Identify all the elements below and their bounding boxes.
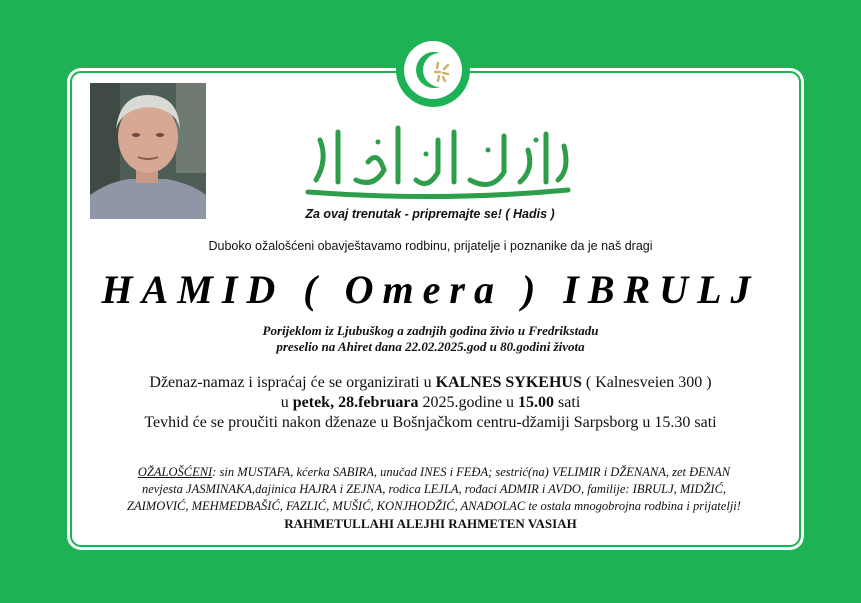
- funeral-location-line: [0, 374, 861, 392]
- mourners-line-1: [72, 464, 796, 481]
- funeral-time: 15.00: [518, 394, 555, 411]
- funeral-line2-post: sati: [554, 394, 581, 411]
- tevhid-line: Tevhid će se proučiti nakon dženaze u Bošnjačkom centru-džamiji Sarpsborg u 15.30 sati: [144, 414, 717, 431]
- mourners-line-2: nevjesta JASMINAKA,dajinica HAJRA i ZEJNA, rodica LEJLA, rođaci ADMIR i AVDO, familije: IBRULJ, MIDŽIĆ,: [141, 482, 727, 496]
- funeral-place: KALNES SYKEHUS: [435, 374, 582, 391]
- funeral-line1-post: ( Kalnesveien 300 ): [581, 374, 712, 391]
- funeral-day: petek, 28.februara: [292, 394, 419, 411]
- mourners-list: [72, 464, 796, 515]
- closing-prayer: RAHMETULLAHI ALEJHI RAHMETEN VASIAH: [284, 516, 577, 531]
- funeral-line2-mid: 2025.godine u: [418, 394, 519, 411]
- funeral-time-line: [0, 394, 861, 412]
- hadis-quote: Za ovaj trenutak - pripremajte se! ( Hadis ): [305, 207, 555, 221]
- emblem: [396, 33, 470, 107]
- crescent-star-icon: [404, 41, 462, 99]
- mourners-line-3: ZAIMOVIĆ, MEHMEDBAŠIĆ, FAZLIĆ, MUŠIĆ, KONJHODŽIĆ, ANADOLAC te ostala mnogobrojna rodbina i prijatelji!: [127, 499, 741, 513]
- passing-date-text: preselio na Ahiret dana 22.02.2025.god u 80.godini života: [276, 339, 585, 354]
- mourners-label: OŽALOŠĆENI: [137, 465, 213, 479]
- mourners-line1-text: : sin MUSTAFA, kćerka SABIRA, unučad INES i FEĐA; sestrić(na) VELIMIR i DŽENANA, zet ĐENAN: [212, 465, 731, 479]
- intro-text: Duboko ožalošćeni obavještavamo rodbinu, prijatelje i poznanike da je naš dragi: [208, 239, 653, 253]
- origin-text: Porijeklom iz Ljubuškog a zadnjih godina živio u Fredrikstadu: [262, 323, 599, 338]
- arabic-calligraphy: [298, 110, 578, 200]
- deceased-name: HAMID ( Omera ) IBRULJ: [101, 267, 760, 312]
- funeral-line1-pre: Dženaz-namaz i ispraćaj će se organizirati u: [149, 374, 436, 391]
- portrait-photo: [90, 83, 206, 219]
- funeral-line2-pre: u: [280, 394, 293, 411]
